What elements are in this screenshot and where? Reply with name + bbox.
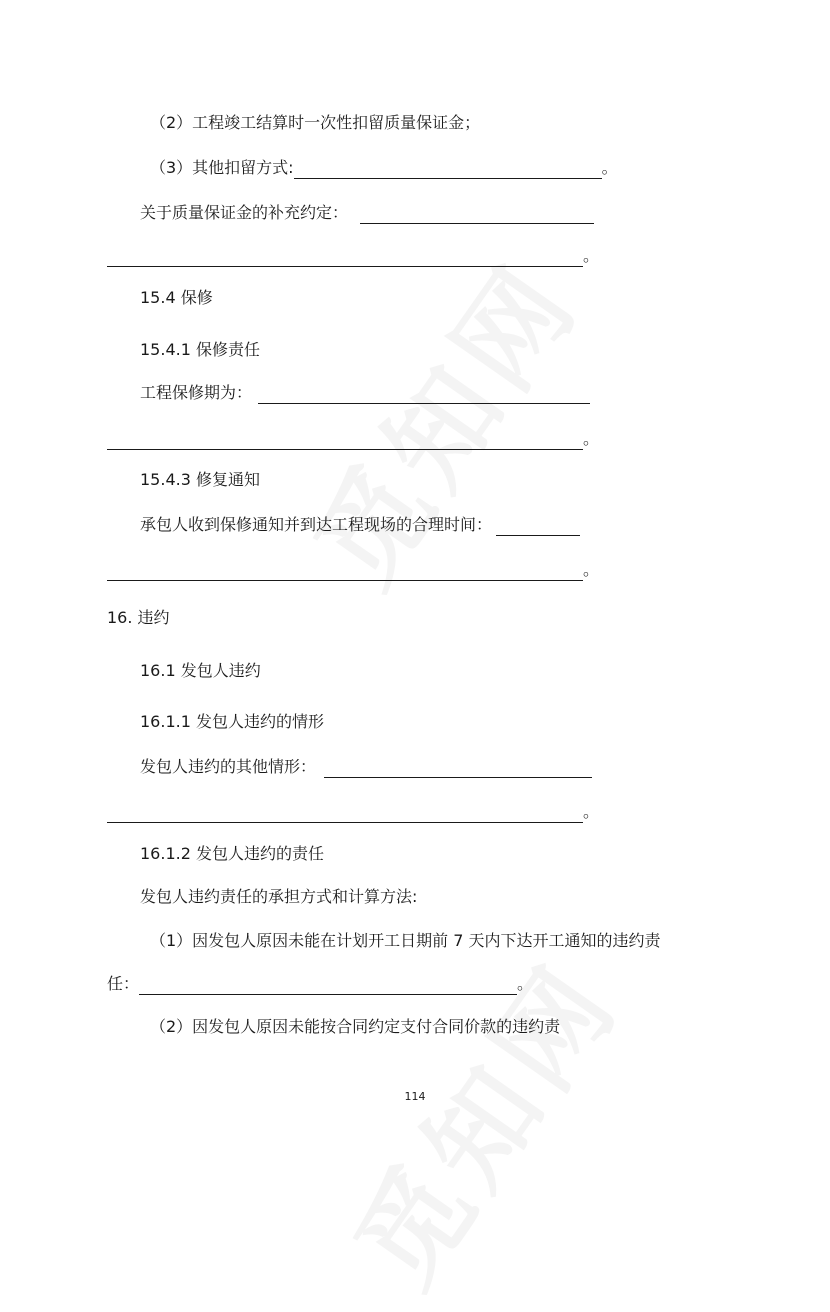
- period: 。: [601, 158, 618, 177]
- fill-in-blank[interactable]: [107, 432, 583, 450]
- period: 。: [583, 802, 600, 821]
- continuation-line: [107, 801, 599, 823]
- heading-text: 16.1 发包人违约: [140, 661, 261, 680]
- paragraph-liability-method: [140, 886, 417, 908]
- paragraph-text: （1）因发包人原因未能在计划开工日期前 7 天内下达开工通知的违约责: [150, 931, 661, 950]
- paragraph-text: 任：: [107, 974, 140, 993]
- paragraph-text: （3）其他扣留方式:: [150, 158, 294, 177]
- paragraph-arrival-time: [140, 514, 580, 536]
- paragraph-deduction-3: [150, 157, 618, 179]
- heading-text: 15.4 保修: [140, 288, 213, 307]
- paragraph-text: 关于质量保证金的补充约定：: [140, 203, 349, 222]
- watermark: [272, 226, 608, 612]
- continuation-line: [107, 559, 599, 581]
- heading-text: 15.4.3 修复通知: [140, 470, 260, 489]
- heading-text: 16. 违约: [107, 608, 170, 627]
- subsection-heading: [140, 843, 324, 865]
- chapter-heading: [107, 607, 170, 629]
- heading-text: 16.1.2 发包人违约的责任: [140, 844, 324, 863]
- heading-text: 16.1.1 发包人违约的情形: [140, 712, 324, 731]
- subsection-heading: [140, 469, 260, 491]
- section-heading: [140, 287, 213, 309]
- paragraph-text: （2）工程竣工结算时一次性扣留质量保证金；: [150, 113, 481, 132]
- fill-in-blank[interactable]: [324, 760, 592, 778]
- fill-in-blank[interactable]: [107, 805, 583, 823]
- heading-text: 15.4.1 保修责任: [140, 340, 260, 359]
- continuation-line: [107, 245, 599, 267]
- paragraph-text: （2）因发包人原因未能按合同约定支付合同价款的违约责: [150, 1017, 561, 1036]
- period: 。: [583, 246, 600, 265]
- fill-in-blank[interactable]: [360, 206, 594, 224]
- page-number: 114: [404, 1090, 426, 1103]
- fill-in-blank[interactable]: [258, 386, 590, 404]
- paragraph-text: 发包人违约的其他情形：: [140, 757, 317, 776]
- paragraph-deduction-2: [150, 112, 480, 134]
- paragraph-text: 承包人收到保修通知并到达工程现场的合理时间：: [140, 515, 493, 534]
- period: 。: [583, 560, 600, 579]
- paragraph-text: 发包人违约责任的承担方式和计算方法:: [140, 887, 418, 906]
- paragraph-text: 工程保修期为：: [140, 383, 253, 402]
- paragraph-warranty-period: [140, 382, 590, 404]
- paragraph-supplement: [140, 202, 594, 224]
- fill-in-blank[interactable]: [107, 249, 583, 267]
- continuation-line: [107, 428, 599, 450]
- subsection-heading: [140, 339, 260, 361]
- paragraph-liability-1: [150, 930, 661, 952]
- fill-in-blank[interactable]: [107, 563, 583, 581]
- fill-in-blank[interactable]: [496, 518, 580, 536]
- period: 。: [517, 974, 534, 993]
- section-heading: [140, 660, 261, 682]
- paragraph-liability-1-cont: [107, 973, 533, 995]
- subsection-heading: [140, 711, 324, 733]
- fill-in-blank[interactable]: [294, 161, 602, 179]
- paragraph-liability-2: [150, 1016, 560, 1038]
- paragraph-other-breach: [140, 756, 592, 778]
- period: 。: [583, 429, 600, 448]
- fill-in-blank[interactable]: [139, 977, 517, 995]
